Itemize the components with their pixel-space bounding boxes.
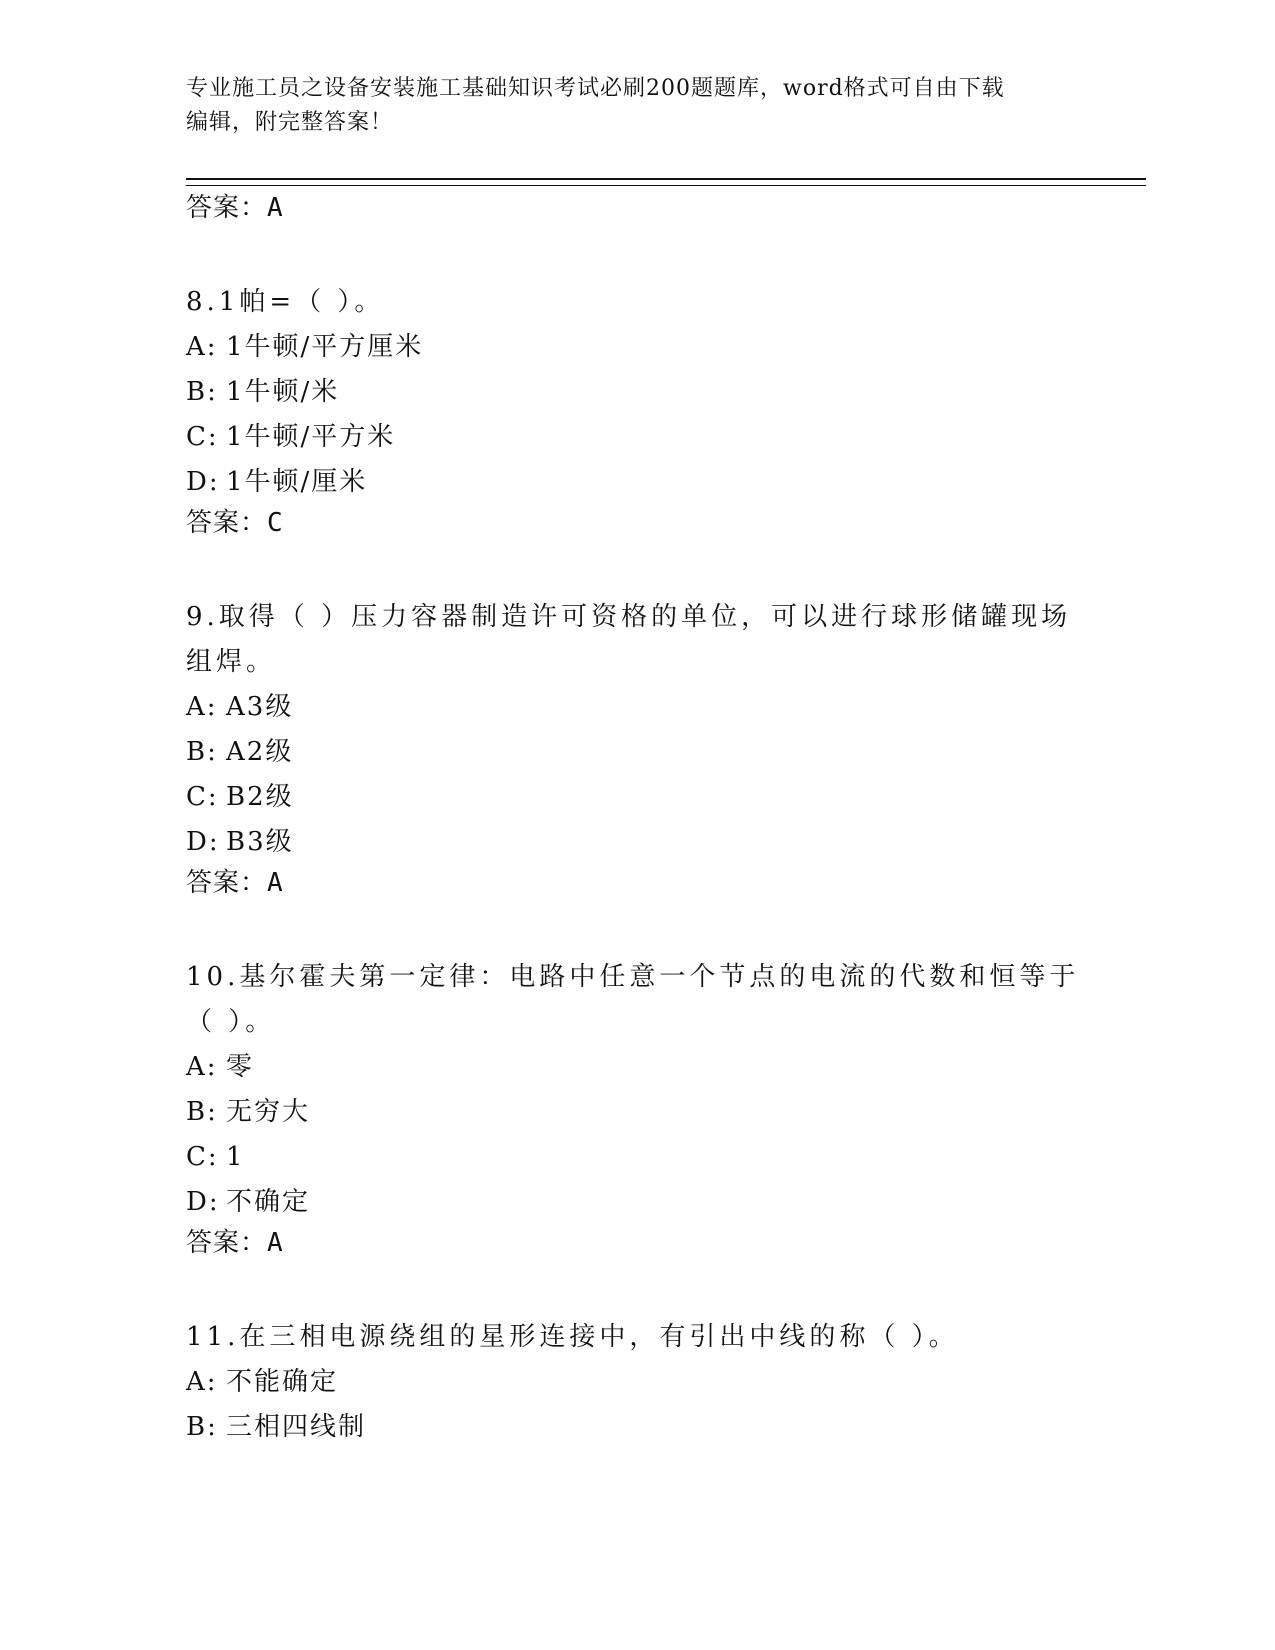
option-letter: A: — [186, 1052, 218, 1082]
answer: 答案：A — [186, 1228, 284, 1258]
option-text: 1牛顿/平方米 — [226, 422, 396, 452]
option-letter: B: — [186, 1097, 218, 1127]
option-text: B2级 — [226, 782, 294, 812]
option-c — [186, 415, 1086, 460]
option-a — [186, 1360, 1086, 1405]
option-text: 三相四线制 — [226, 1412, 367, 1442]
question-text: 8.1帕=（ ）。 — [186, 287, 385, 317]
option-letter: D: — [186, 1187, 220, 1217]
header-title-line-2: 编辑，附完整答案！ — [186, 110, 394, 135]
option-letter: B: — [186, 1412, 218, 1442]
option-letter: A: — [186, 332, 218, 362]
header-divider — [186, 178, 1146, 186]
option-a — [186, 1045, 1086, 1090]
option-text: A3级 — [226, 692, 294, 722]
header-title-line-1: 专业施工员之设备安装施工基础知识考试必刷200题题库，word格式可自由下载 — [186, 76, 1005, 101]
option-text: B3级 — [226, 827, 294, 857]
question-text: 9.取得（ ）压力容器制造许可资格的单位，可以进行球形储罐现场组焊。 — [186, 602, 1072, 677]
answer: 答案：A — [186, 868, 284, 898]
question-9 — [186, 595, 1086, 901]
option-letter: C: — [186, 422, 219, 452]
question-text: 10.基尔霍夫第一定律：电路中任意一个节点的电流的代数和恒等于（ ）。 — [186, 962, 1080, 1037]
option-b — [186, 1405, 1086, 1450]
option-text: 1牛顿/米 — [226, 377, 340, 407]
answer: 答案：C — [186, 508, 284, 538]
option-b — [186, 730, 1086, 775]
option-text: 不确定 — [226, 1187, 311, 1217]
option-text: 无穷大 — [226, 1097, 311, 1127]
option-letter: D: — [186, 827, 220, 857]
answer-previous: 答案：A — [186, 193, 284, 223]
option-c — [186, 775, 1086, 820]
option-c — [186, 1135, 1086, 1180]
option-letter: B: — [186, 377, 218, 407]
question-11 — [186, 1315, 1086, 1450]
option-d — [186, 820, 1086, 865]
option-letter: A: — [186, 692, 218, 722]
option-letter: C: — [186, 782, 219, 812]
option-text: 不能确定 — [226, 1367, 339, 1397]
question-list — [186, 190, 1086, 1450]
option-d — [186, 1180, 1086, 1225]
option-d — [186, 460, 1086, 505]
option-text: 零 — [226, 1052, 255, 1082]
question-text: 11.在三相电源绕组的星形连接中，有引出中线的称（ ）。 — [186, 1322, 959, 1352]
option-letter: A: — [186, 1367, 218, 1397]
question-10 — [186, 955, 1086, 1261]
option-letter: C: — [186, 1142, 219, 1172]
option-text: A2级 — [226, 737, 294, 767]
option-a — [186, 685, 1086, 730]
option-text: 1牛顿/平方厘米 — [226, 332, 424, 362]
document-header — [186, 72, 1066, 140]
option-b — [186, 370, 1086, 415]
option-letter: D: — [186, 467, 220, 497]
option-text: 1牛顿/厘米 — [226, 467, 368, 497]
question-8 — [186, 280, 1086, 541]
option-letter: B: — [186, 737, 218, 767]
option-text: 1 — [226, 1142, 245, 1172]
option-a — [186, 325, 1086, 370]
option-b — [186, 1090, 1086, 1135]
